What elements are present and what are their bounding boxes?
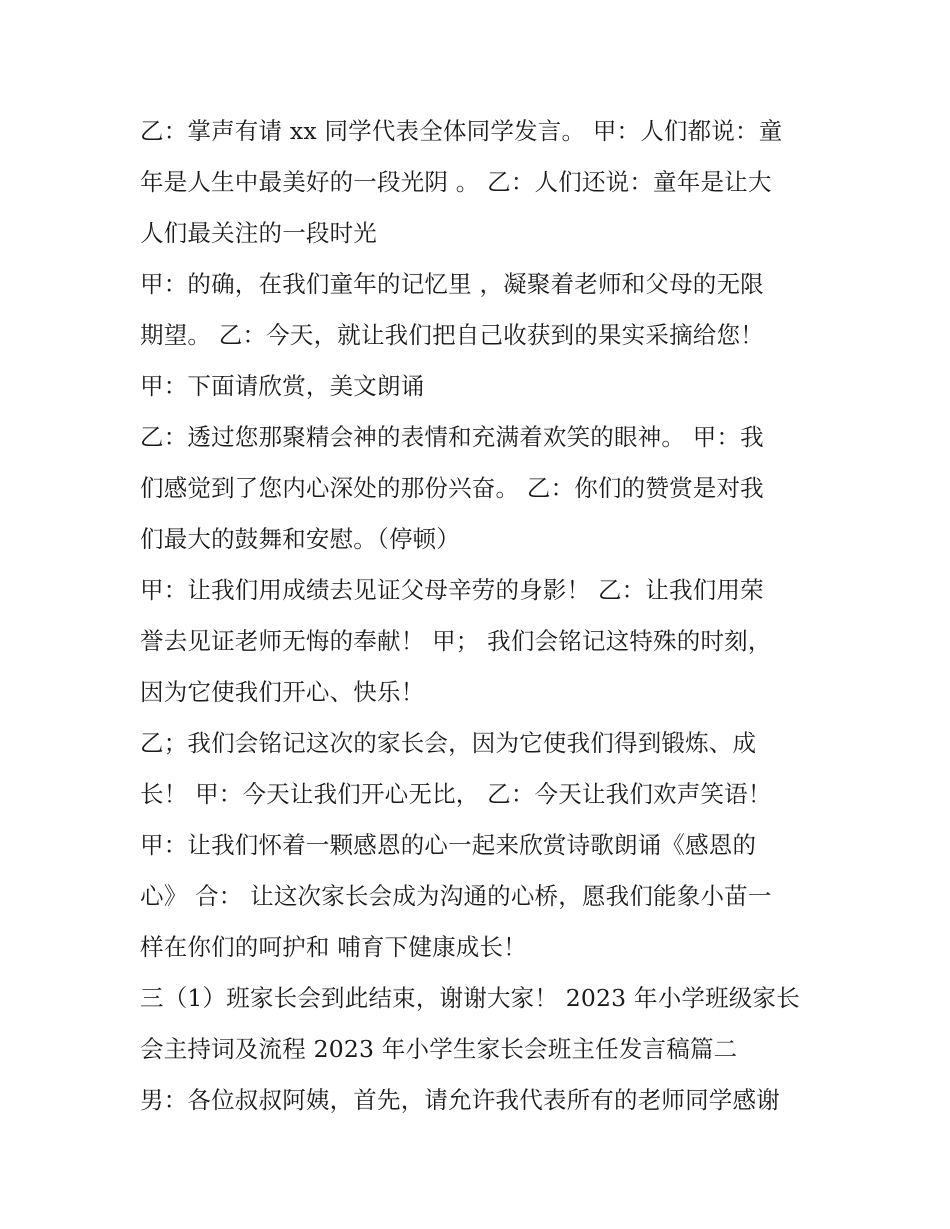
paragraph [140,820,812,973]
text-line: 男：各位叔叔阿姨，首先，请允许我代表所有的老师同学感谢 [140,1086,780,1114]
paragraph [140,361,812,412]
text-line: 会主持词及流程 2023 年小学生家长会班主任发言稿篇二 [140,1035,738,1063]
text-line: 样在你们的呵护和 哺育下健康成长！ [140,933,527,961]
paragraph [140,106,812,259]
paragraph [140,973,812,1075]
text-line: 乙：掌声有请 xx 同学代表全体同学发言。 甲：人们都说：童 [140,117,783,145]
text-line: 乙：透过您那聚精会神的表情和充满着欢笑的眼神。 甲：我 [140,423,764,451]
text-line: 年是人生中最美好的一段光阴 。 乙：人们还说：童年是让大 [140,168,772,196]
text-line: 们最大的鼓舞和安慰。（停顿） [140,525,461,553]
text-line: 誉去见证老师无悔的奉献！ 甲； 我们会铭记这特殊的时刻， [140,627,772,655]
text-line: 甲：下面请欣赏，美文朗诵 [140,372,425,400]
paragraph [140,565,812,718]
text-line: 乙；我们会铭记这次的家长会，因为它使我们得到锻炼、成 [140,729,757,757]
text-line: 因为它使我们开心、快乐！ [140,678,425,706]
text-line: 甲：让我们用成绩去见证父母辛劳的身影！ 乙：让我们用荣 [140,576,764,604]
document-body [140,106,812,1126]
text-line: 人们最关注的一段时光 [140,219,377,247]
text-line: 期望。 乙：今天，就让我们把自己收获到的果实采摘给您！ [140,321,764,349]
text-line: 三（1）班家长会到此结束，谢谢大家！ 2023 年小学班级家长 [140,984,800,1012]
paragraph [140,1075,812,1126]
text-line: 甲：让我们怀着一颗感恩的心一起来欣赏诗歌朗诵《感恩的 [140,831,757,859]
text-line: 们感觉到了您内心深处的那份兴奋。 乙：你们的赞赏是对我 [140,474,764,502]
text-line: 心》 合： 让这次家长会成为沟通的心桥，愿我们能象小苗一 [140,882,772,910]
paragraph [140,259,812,361]
paragraph [140,412,812,565]
text-line: 长！ 甲：今天让我们开心无比， 乙：今天让我们欢声笑语！ [140,780,772,808]
text-line: 甲：的确，在我们童年的记忆里 ，凝聚着老师和父母的无限 [140,270,764,298]
paragraph [140,718,812,820]
